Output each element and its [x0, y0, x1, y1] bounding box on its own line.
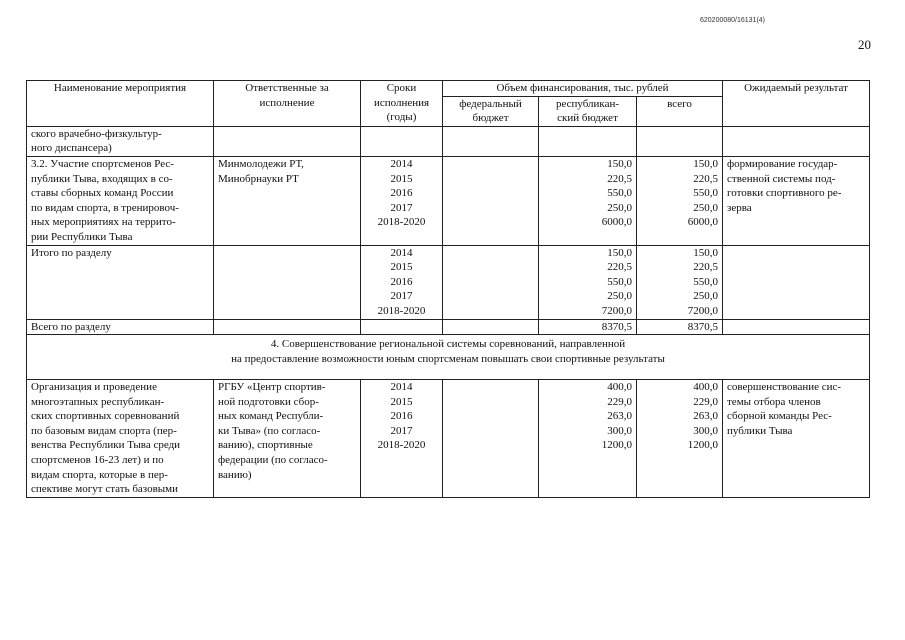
cell-years: 2014 2015 2016 2017 2018-2020	[361, 380, 443, 498]
cell-total: 8370,5	[637, 319, 723, 335]
cell-republic: 150,0 220,5 550,0 250,0 6000,0	[539, 156, 637, 245]
header-terms: Сроки исполнения (годы)	[361, 81, 443, 127]
header-row-1	[27, 81, 870, 97]
cell-name: 3.2. Участие спортсменов Рес- публики Тыва, входящих в со- ставы сборных команд России по видам спорта, в тренировоч- ных мероприятиях на террито- рии Республики Тыва	[27, 156, 214, 245]
cell-total: 150,0 220,5 550,0 250,0 6000,0	[637, 156, 723, 245]
cell-federal	[443, 319, 539, 335]
cell-responsible: РГБУ «Центр спортив- ной подготовки сбор- ных команд Республи- ки Тыва» (по согласо- ванию), спортивные федерации (по согласо- ванию)	[214, 380, 361, 498]
document-code: 620200080/16131(4)	[700, 17, 766, 24]
page-number: 20	[858, 37, 871, 52]
cell-responsible	[214, 126, 361, 156]
header-funding: Объем финансирования, тыс. рублей	[443, 81, 723, 97]
cell-name: Итого по разделу	[27, 245, 214, 319]
cell-result: формирование государ- ственной системы под- готовки спортивного ре- зерва	[723, 156, 870, 245]
funding-table	[26, 80, 870, 498]
cell-republic: 8370,5	[539, 319, 637, 335]
cell-republic	[539, 126, 637, 156]
cell-result	[723, 245, 870, 319]
header-federal: федеральный бюджет	[443, 96, 539, 126]
header-result: Ожидаемый результат	[723, 81, 870, 127]
table-row	[27, 156, 870, 245]
cell-years: 2014 2015 2016 2017 2018-2020	[361, 245, 443, 319]
cell-responsible	[214, 245, 361, 319]
cell-name: Организация и проведение многоэтапных республикан- ских спортивных соревнований по базовым видам спорта (пер- венства Республики Тыва среди спортсменов 16-23 лет) и по видам спорта, которые в пер- спективе могут стать базовыми	[27, 380, 214, 498]
cell-responsible	[214, 319, 361, 335]
table-row	[27, 245, 870, 319]
header-name: Наименование мероприятия	[27, 81, 214, 127]
cell-federal	[443, 380, 539, 498]
section-heading-row	[27, 335, 870, 380]
cell-total	[637, 126, 723, 156]
table-row	[27, 380, 870, 498]
cell-total: 400,0 229,0 263,0 300,0 1200,0	[637, 380, 723, 498]
cell-name: Всего по разделу	[27, 319, 214, 335]
section-4-title: 4. Совершенствование региональной системы соревнований, направленной на предоставление возможности юным спортсменам повышать свои спортивные результаты	[27, 335, 870, 380]
cell-years	[361, 126, 443, 156]
cell-name: ского врачебно-физкультур- ного диспансера)	[27, 126, 214, 156]
cell-result	[723, 319, 870, 335]
cell-total: 150,0 220,5 550,0 250,0 7200,0	[637, 245, 723, 319]
cell-result: совершенствование сис- темы отбора членов сборной команды Рес- публики Тыва	[723, 380, 870, 498]
cell-responsible: Минмолодежи РТ, Минобрнауки РТ	[214, 156, 361, 245]
table-row	[27, 319, 870, 335]
cell-years: 2014 2015 2016 2017 2018-2020	[361, 156, 443, 245]
cell-republic: 150,0 220,5 550,0 250,0 7200,0	[539, 245, 637, 319]
cell-federal	[443, 156, 539, 245]
header-republic: республикан- ский бюджет	[539, 96, 637, 126]
cell-result	[723, 126, 870, 156]
cell-federal	[443, 245, 539, 319]
cell-republic: 400,0 229,0 263,0 300,0 1200,0	[539, 380, 637, 498]
header-responsible: Ответственные за исполнение	[214, 81, 361, 127]
cell-years	[361, 319, 443, 335]
header-total: всего	[637, 96, 723, 126]
table-row	[27, 126, 870, 156]
cell-federal	[443, 126, 539, 156]
